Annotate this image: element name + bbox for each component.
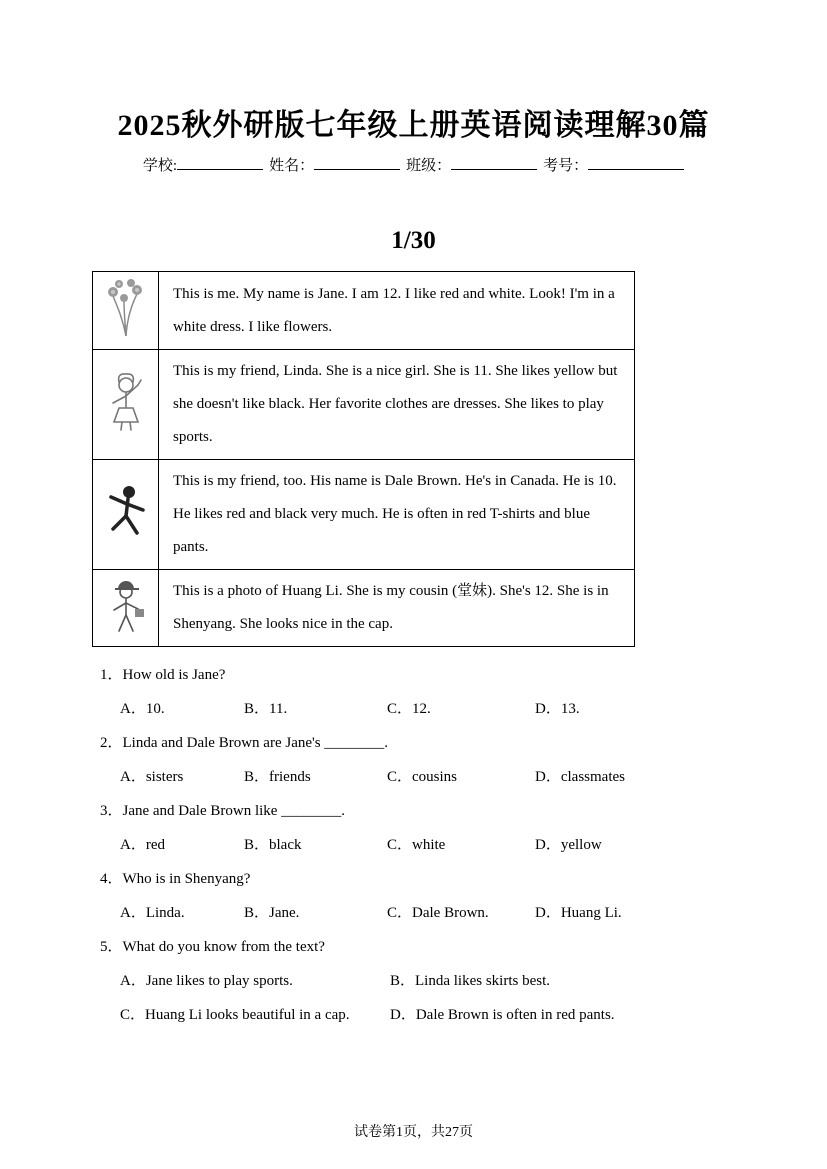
school-field: [143, 154, 263, 175]
option-c: C．white: [387, 837, 446, 853]
table-row: [93, 272, 635, 350]
question-5: [100, 935, 827, 1024]
question-label: 5．What do you know from the text?: [100, 939, 325, 955]
image-cell: [93, 460, 159, 570]
flowers-clipart-image: [101, 325, 151, 342]
question-2: [100, 731, 827, 786]
question-options: [100, 765, 827, 786]
passage-row-text: This is my friend, too. His name is Dale Brown. He's in Canada. He is 10. He likes red and black very much. He is often in red T-shirts and blue pants.: [159, 460, 635, 570]
question-label: 1．How old is Jane?: [100, 667, 226, 683]
option-c: C．Huang Li looks beautiful in a cap.: [120, 1007, 350, 1023]
girl-clipart-image: [103, 419, 149, 436]
passage-row-text: This is a photo of Huang Li. She is my cousin (堂妹). She's 12. She is in Shenyang. She looks nice in the cap.: [159, 570, 635, 647]
table-row: [93, 570, 635, 647]
option-d: D．Dale Brown is often in red pants.: [390, 1007, 615, 1023]
option-b: B．black: [244, 837, 302, 853]
table-row: [93, 460, 635, 570]
option-c: C．12.: [387, 701, 431, 717]
question-options: [100, 901, 827, 922]
option-c: C．cousins: [387, 769, 458, 785]
question-options: [100, 697, 827, 718]
passage-table: [92, 271, 635, 647]
question-label: 4．Who is in Shenyang?: [100, 871, 251, 887]
option-b: B．Linda likes skirts best.: [390, 973, 550, 989]
class-field: [406, 154, 537, 175]
exam-no-field: [543, 154, 684, 175]
school-blank: [177, 154, 263, 170]
name-field: [269, 154, 400, 175]
option-d: D．Huang Li.: [535, 905, 622, 921]
question-options: [100, 833, 827, 854]
header-fields: [0, 154, 827, 175]
girl-with-cap-clipart-image: [102, 622, 150, 639]
image-cell: [93, 570, 159, 647]
option-a: A．Jane likes to play sports.: [120, 973, 293, 989]
option-d: D．classmates: [535, 769, 625, 785]
question-3: [100, 799, 827, 854]
question-1: [100, 663, 827, 718]
exam-no-label: 考号：: [543, 158, 589, 174]
section-title: 1/30: [391, 227, 436, 254]
boy-clipart-image: [102, 528, 150, 545]
questions-section: [100, 663, 827, 1024]
class-label: 班级：: [406, 158, 452, 174]
exam-no-blank: [588, 154, 684, 170]
question-label: 2．Linda and Dale Brown are Jane's ________.: [100, 735, 389, 751]
class-blank: [451, 154, 537, 170]
option-a: A．red: [120, 837, 165, 853]
page-footer: 试卷第1页，共27页: [354, 1125, 473, 1140]
option-b: B．Jane.: [244, 905, 300, 921]
option-b: B．friends: [244, 769, 311, 785]
passage-row-text: This is my friend, Linda. She is a nice girl. She is 11. She likes yellow but she doesn't like black. Her favorite clothes are dresses. She likes to play sports.: [159, 350, 635, 460]
option-b: B．11.: [244, 701, 288, 717]
table-row: [93, 350, 635, 460]
image-cell: [93, 272, 159, 350]
question-4: [100, 867, 827, 922]
image-cell: [93, 350, 159, 460]
school-label: 学校:: [142, 158, 178, 174]
page-title: 2025秋外研版七年级上册英语阅读理解30篇: [117, 109, 710, 142]
passage-row-text: This is me. My name is Jane. I am 12. I like red and white. Look! I'm in a white dress. I like flowers.: [159, 272, 635, 350]
question-label: 3．Jane and Dale Brown like ________.: [100, 803, 345, 819]
option-d: D．13.: [535, 701, 580, 717]
option-c: C．Dale Brown.: [387, 905, 489, 921]
option-a: A．10.: [120, 701, 165, 717]
option-d: D．yellow: [535, 837, 602, 853]
option-a: A．sisters: [120, 769, 184, 785]
name-label: 姓名：: [269, 158, 315, 174]
question-options: [100, 969, 827, 1024]
name-blank: [314, 154, 400, 170]
option-a: A．Linda.: [120, 905, 185, 921]
